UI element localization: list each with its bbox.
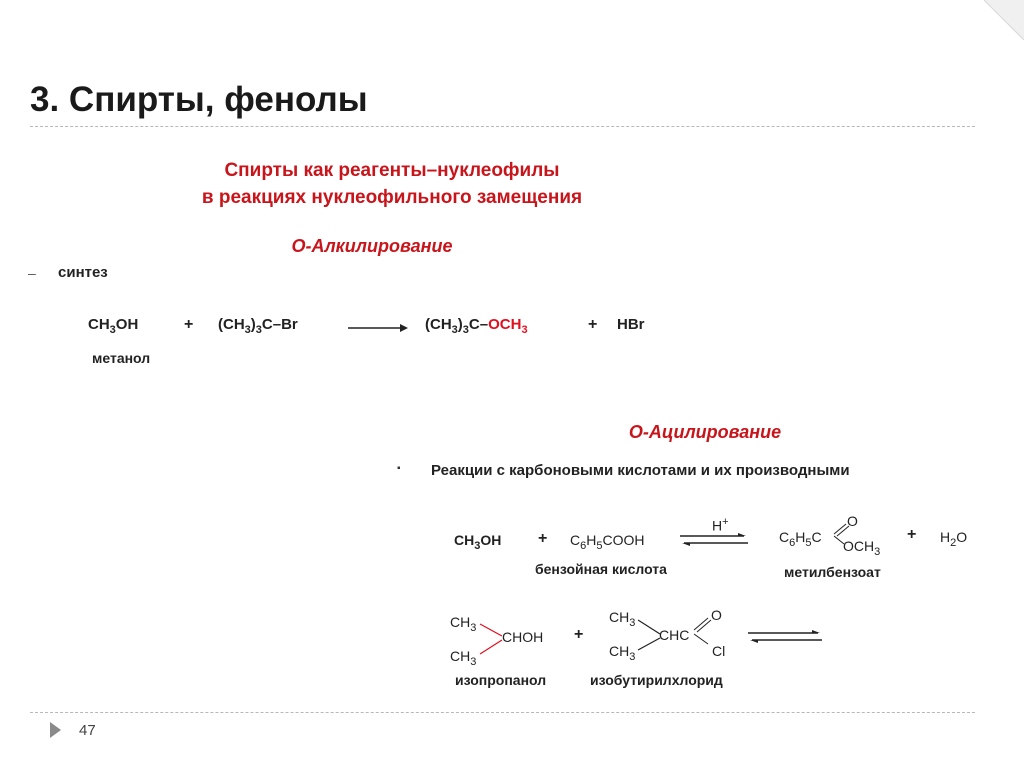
reactant-tert-butyl-bromide: $(CH_3)_3C-Br$	[218, 316, 298, 336]
isopropanol-ch3-bottom: $CH_3$	[450, 648, 477, 668]
carbonyl-oxygen: O	[847, 513, 858, 529]
name-benzoic-acid: бензойная кислота	[535, 561, 667, 577]
equilibrium-arrow-2	[748, 630, 824, 644]
slide-corner-decoration	[984, 0, 1024, 40]
isopropanol-choh: CHOH	[502, 629, 544, 645]
plus-sign: +	[538, 530, 548, 547]
equilibrium-arrow	[680, 533, 750, 547]
plus-sign: +	[588, 316, 598, 333]
plus-sign: +	[184, 316, 194, 333]
dash-bullet: –	[28, 265, 36, 281]
name-isobutyryl-chloride: изобутирилхлорид	[590, 672, 723, 688]
product-hbr: HBr	[617, 316, 645, 333]
nav-arrow-icon[interactable]	[48, 721, 62, 739]
product-water: $H_2O$	[940, 529, 968, 549]
isobutyryl-ch3-top: $CH_3$	[609, 609, 636, 629]
title-divider	[30, 126, 975, 127]
reaction-arrow	[348, 322, 408, 334]
catalyst-h-plus: H+	[712, 516, 729, 534]
plus-sign: +	[907, 526, 917, 543]
product-ether: $(CH_3)_3C-OCH_3$	[425, 316, 528, 336]
square-bullet: ▪	[397, 463, 401, 474]
reactant-benzoic-acid: $C_6H_5COOH$	[570, 532, 645, 552]
plus-sign: +	[574, 626, 584, 643]
subheading-o-acylation: O-Ацилирование	[628, 422, 782, 442]
bullet-text-carboxylic: Реакции с карбоновыми кислотами и их производными	[431, 462, 850, 479]
page-title: 3. Спирты, фенолы	[30, 80, 368, 119]
section-heading-line2: в реакциях нуклеофильного замещения	[201, 187, 583, 208]
isobutyryl-chc: CHC	[659, 627, 690, 643]
acyl-chlorine: Cl	[712, 643, 726, 659]
subheading-o-alkylation: O-Алкилирование	[291, 236, 453, 256]
page-number: 47	[79, 722, 96, 739]
product-methyl-benzoate: $C_6H_5C$	[779, 529, 822, 549]
footer-divider	[30, 712, 975, 713]
section-heading-line1: Спирты как реагенты–нуклеофилы	[224, 160, 560, 181]
isopropanol-ch3-top: $CH_3$	[450, 614, 477, 634]
name-isopropanol: изопропанол	[455, 672, 547, 688]
isobutyryl-ch3-bottom: $CH_3$	[609, 643, 636, 663]
name-methyl-benzoate: метилбензоат	[784, 564, 881, 580]
reactant-methanol-2: $CH_3OH$	[454, 532, 502, 552]
bullet-text-synthesis: синтез	[58, 264, 108, 281]
methoxy-group: $OCH_3$	[843, 538, 881, 558]
reactant-methanol: $CH_3OH$	[88, 316, 139, 336]
reactant-name-methanol: метанол	[92, 350, 151, 366]
acyl-oxygen: O	[711, 607, 722, 623]
